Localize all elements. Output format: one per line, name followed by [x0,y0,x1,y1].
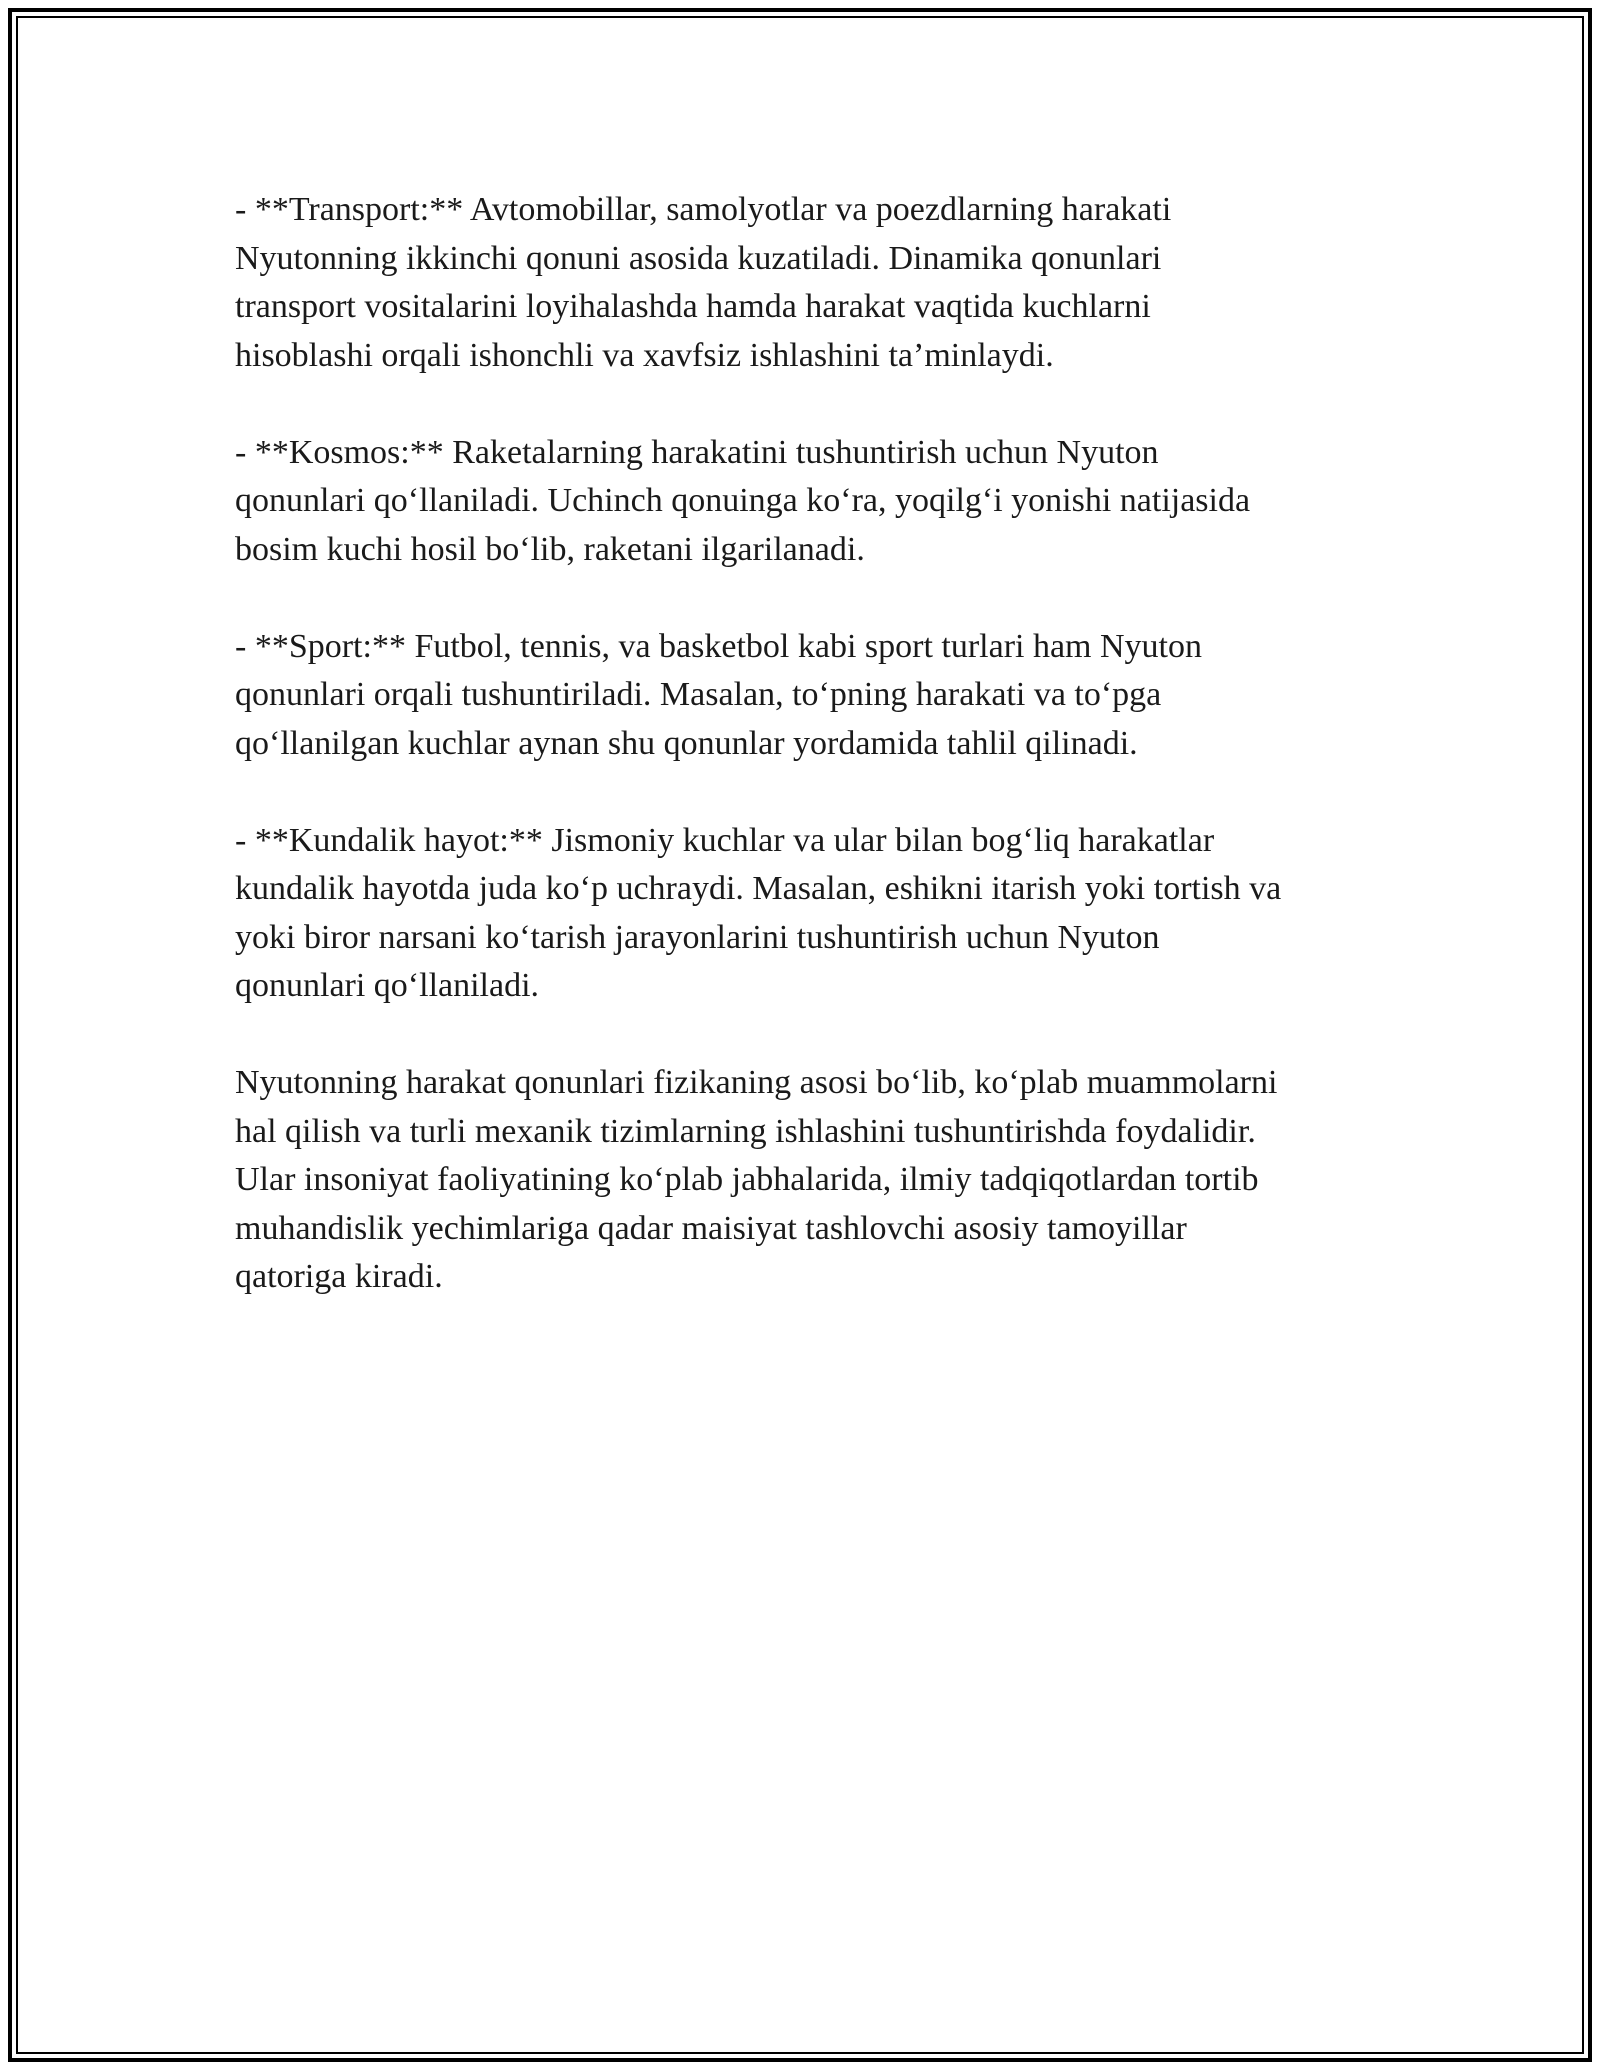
paragraph-sport [235,623,1395,769]
document-body [235,186,1395,1350]
text-line: Ular insoniyat faoliyatining ko‘plab jabhalarida, ilmiy tadqiqotlardan tortib [235,1161,1259,1198]
text-line: qatoriga kiradi. [235,1258,443,1295]
text-line: hisoblashi orqali ishonchli va xavfsiz ishlashini ta’minlaydi. [235,336,1054,374]
text-line: bosim kuchi hosil bo‘lib, raketani ilgarilanadi. [235,530,865,568]
paragraph-kundalik-hayot [235,817,1395,1011]
paragraph-transport [235,186,1395,380]
text-line: Nyutonning harakat qonunlari fizikaning asosi bo‘lib, ko‘plab muammolarni [235,1064,1278,1101]
text-line: qonunlari qo‘llaniladi. [235,967,540,1004]
text-line: - **Kundalik hayot:** Jismoniy kuchlar va ular bilan bog‘liq harakatlar [235,821,1215,859]
text-line: qonunlari qo‘llaniladi. Uchinch qonuinga ko‘ra, yoqilg‘i yonishi natijasida [235,482,1251,519]
text-line: hal qilish va turli mexanik tizimlarning ishlashini tushuntirishda foydalidir. [235,1112,1256,1150]
text-line: qonunlari orqali tushuntiriladi. Masalan, to‘pning harakati va to‘pga [235,676,1162,713]
text-line: Nyutonning ikkinchi qonuni asosida kuzatiladi. Dinamika qonunlari [235,239,1162,277]
text-line: - **Sport:** Futbol, tennis, va basketbol kabi sport turlari ham Nyuton [235,627,1203,665]
text-line: - **Kosmos:** Raketalarning harakatini tushuntirish uchun Nyuton [235,433,1159,471]
text-line: - **Transport:** Avtomobillar, samolyotlar va poezdlarning harakati [235,191,1172,228]
paragraph-conclusion [235,1059,1395,1302]
text-line: yoki biror narsani ko‘tarish jarayonlarini tushuntirish uchun Nyuton [235,918,1160,956]
text-line: transport vositalarini loyihalashda hamda harakat vaqtida kuchlarni [235,288,1151,325]
paragraph-kosmos [235,429,1395,575]
text-line: qo‘llanilgan kuchlar aynan shu qonunlar yordamida tahlil qilinadi. [235,724,1138,762]
text-line: kundalik hayotda juda ko‘p uchraydi. Masalan, eshikni itarish yoki tortish va [235,870,1282,907]
text-line: muhandislik yechimlariga qadar maisiyat tashlovchi asosiy tamoyillar [235,1209,1187,1247]
